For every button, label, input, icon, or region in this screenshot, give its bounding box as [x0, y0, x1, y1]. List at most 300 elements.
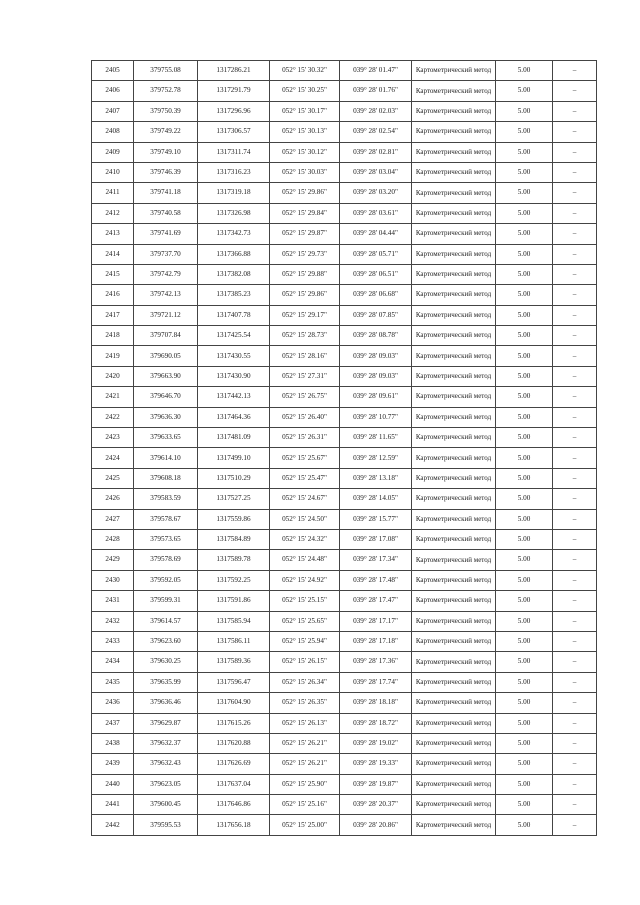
point-number-cell: 2418: [92, 326, 134, 346]
note-cell: –: [553, 387, 597, 407]
accuracy-cell: 5.00: [496, 693, 553, 713]
longitude-cell: 039° 28' 06.51": [340, 264, 412, 284]
x-coordinate-cell: 379742.13: [134, 285, 198, 305]
accuracy-cell: 5.00: [496, 448, 553, 468]
note-cell: –: [553, 407, 597, 427]
y-coordinate-cell: 1317425.54: [198, 326, 270, 346]
latitude-cell: 052° 15' 24.50": [270, 509, 340, 529]
longitude-cell: 039° 28' 02.81": [340, 142, 412, 162]
accuracy-cell: 5.00: [496, 407, 553, 427]
table-row: [92, 428, 597, 448]
method-cell: Картометрический метод: [412, 366, 496, 386]
table-row: [92, 611, 597, 631]
x-coordinate-cell: 379636.46: [134, 693, 198, 713]
y-coordinate-cell: 1317589.36: [198, 652, 270, 672]
y-coordinate-cell: 1317559.86: [198, 509, 270, 529]
x-coordinate-cell: 379636.30: [134, 407, 198, 427]
point-number-cell: 2421: [92, 387, 134, 407]
y-coordinate-cell: 1317586.11: [198, 631, 270, 651]
y-coordinate-cell: 1317620.88: [198, 733, 270, 753]
method-cell: Картометрический метод: [412, 468, 496, 488]
table-row: [92, 754, 597, 774]
method-cell: Картометрический метод: [412, 264, 496, 284]
longitude-cell: 039° 28' 13.18": [340, 468, 412, 488]
accuracy-cell: 5.00: [496, 611, 553, 631]
x-coordinate-cell: 379749.22: [134, 122, 198, 142]
y-coordinate-cell: 1317326.98: [198, 203, 270, 223]
x-coordinate-cell: 379623.05: [134, 774, 198, 794]
longitude-cell: 039° 28' 09.03": [340, 346, 412, 366]
table-row: [92, 346, 597, 366]
method-cell: Картометрический метод: [412, 448, 496, 468]
point-number-cell: 2432: [92, 611, 134, 631]
y-coordinate-cell: 1317499.10: [198, 448, 270, 468]
method-cell: Картометрический метод: [412, 203, 496, 223]
table-row: [92, 285, 597, 305]
table-row: [92, 407, 597, 427]
latitude-cell: 052° 15' 26.31": [270, 428, 340, 448]
note-cell: –: [553, 305, 597, 325]
x-coordinate-cell: 379578.67: [134, 509, 198, 529]
table-row: [92, 631, 597, 651]
y-coordinate-cell: 1317430.90: [198, 366, 270, 386]
table-row: [92, 672, 597, 692]
y-coordinate-cell: 1317366.88: [198, 244, 270, 264]
method-cell: Картометрический метод: [412, 672, 496, 692]
y-coordinate-cell: 1317430.55: [198, 346, 270, 366]
accuracy-cell: 5.00: [496, 774, 553, 794]
table-row: [92, 203, 597, 223]
method-cell: Картометрический метод: [412, 224, 496, 244]
latitude-cell: 052° 15' 30.32": [270, 61, 340, 81]
latitude-cell: 052° 15' 28.73": [270, 326, 340, 346]
accuracy-cell: 5.00: [496, 387, 553, 407]
longitude-cell: 039° 28' 08.78": [340, 326, 412, 346]
latitude-cell: 052° 15' 29.87": [270, 224, 340, 244]
note-cell: –: [553, 489, 597, 509]
longitude-cell: 039° 28' 17.48": [340, 570, 412, 590]
point-number-cell: 2410: [92, 162, 134, 182]
latitude-cell: 052° 15' 25.94": [270, 631, 340, 651]
point-number-cell: 2419: [92, 346, 134, 366]
accuracy-cell: 5.00: [496, 183, 553, 203]
accuracy-cell: 5.00: [496, 285, 553, 305]
longitude-cell: 039° 28' 20.86": [340, 815, 412, 835]
point-number-cell: 2412: [92, 203, 134, 223]
note-cell: –: [553, 285, 597, 305]
x-coordinate-cell: 379623.60: [134, 631, 198, 651]
accuracy-cell: 5.00: [496, 326, 553, 346]
x-coordinate-cell: 379599.31: [134, 591, 198, 611]
latitude-cell: 052° 15' 24.92": [270, 570, 340, 590]
x-coordinate-cell: 379741.18: [134, 183, 198, 203]
latitude-cell: 052° 15' 27.31": [270, 366, 340, 386]
table-row: [92, 693, 597, 713]
method-cell: Картометрический метод: [412, 122, 496, 142]
method-cell: Картометрический метод: [412, 489, 496, 509]
point-number-cell: 2420: [92, 366, 134, 386]
accuracy-cell: 5.00: [496, 795, 553, 815]
note-cell: –: [553, 61, 597, 81]
method-cell: Картометрический метод: [412, 162, 496, 182]
x-coordinate-cell: 379742.79: [134, 264, 198, 284]
x-coordinate-cell: 379749.10: [134, 142, 198, 162]
method-cell: Картометрический метод: [412, 326, 496, 346]
accuracy-cell: 5.00: [496, 489, 553, 509]
point-number-cell: 2411: [92, 183, 134, 203]
point-number-cell: 2409: [92, 142, 134, 162]
method-cell: Картометрический метод: [412, 101, 496, 121]
longitude-cell: 039° 28' 17.47": [340, 591, 412, 611]
accuracy-cell: 5.00: [496, 61, 553, 81]
note-cell: –: [553, 570, 597, 590]
x-coordinate-cell: 379600.45: [134, 795, 198, 815]
x-coordinate-cell: 379573.65: [134, 529, 198, 549]
x-coordinate-cell: 379614.10: [134, 448, 198, 468]
accuracy-cell: 5.00: [496, 631, 553, 651]
accuracy-cell: 5.00: [496, 652, 553, 672]
method-cell: Картометрический метод: [412, 693, 496, 713]
y-coordinate-cell: 1317407.78: [198, 305, 270, 325]
y-coordinate-cell: 1317291.79: [198, 81, 270, 101]
longitude-cell: 039° 28' 18.18": [340, 693, 412, 713]
longitude-cell: 039° 28' 17.36": [340, 652, 412, 672]
method-cell: Картометрический метод: [412, 244, 496, 264]
point-number-cell: 2408: [92, 122, 134, 142]
accuracy-cell: 5.00: [496, 733, 553, 753]
accuracy-cell: 5.00: [496, 122, 553, 142]
accuracy-cell: 5.00: [496, 366, 553, 386]
y-coordinate-cell: 1317596.47: [198, 672, 270, 692]
longitude-cell: 039° 28' 03.61": [340, 203, 412, 223]
point-number-cell: 2435: [92, 672, 134, 692]
longitude-cell: 039° 28' 18.72": [340, 713, 412, 733]
y-coordinate-cell: 1317585.94: [198, 611, 270, 631]
table-row: [92, 326, 597, 346]
longitude-cell: 039° 28' 19.33": [340, 754, 412, 774]
point-number-cell: 2425: [92, 468, 134, 488]
accuracy-cell: 5.00: [496, 81, 553, 101]
table-row: [92, 387, 597, 407]
x-coordinate-cell: 379592.05: [134, 570, 198, 590]
table-row: [92, 448, 597, 468]
longitude-cell: 039° 28' 17.18": [340, 631, 412, 651]
method-cell: Картометрический метод: [412, 142, 496, 162]
note-cell: –: [553, 326, 597, 346]
x-coordinate-cell: 379635.99: [134, 672, 198, 692]
method-cell: Картометрический метод: [412, 591, 496, 611]
y-coordinate-cell: 1317286.21: [198, 61, 270, 81]
x-coordinate-cell: 379646.70: [134, 387, 198, 407]
note-cell: –: [553, 631, 597, 651]
latitude-cell: 052° 15' 25.67": [270, 448, 340, 468]
y-coordinate-cell: 1317604.90: [198, 693, 270, 713]
table-row: [92, 244, 597, 264]
method-cell: Картометрический метод: [412, 631, 496, 651]
table-row: [92, 101, 597, 121]
note-cell: –: [553, 591, 597, 611]
method-cell: Картометрический метод: [412, 407, 496, 427]
latitude-cell: 052° 15' 24.67": [270, 489, 340, 509]
point-number-cell: 2424: [92, 448, 134, 468]
x-coordinate-cell: 379752.78: [134, 81, 198, 101]
y-coordinate-cell: 1317319.18: [198, 183, 270, 203]
method-cell: Картометрический метод: [412, 754, 496, 774]
method-cell: Картометрический метод: [412, 550, 496, 570]
longitude-cell: 039° 28' 02.54": [340, 122, 412, 142]
longitude-cell: 039° 28' 17.74": [340, 672, 412, 692]
table-row: [92, 713, 597, 733]
method-cell: Картометрический метод: [412, 509, 496, 529]
point-number-cell: 2441: [92, 795, 134, 815]
point-number-cell: 2430: [92, 570, 134, 590]
y-coordinate-cell: 1317342.73: [198, 224, 270, 244]
longitude-cell: 039° 28' 07.85": [340, 305, 412, 325]
x-coordinate-cell: 379741.69: [134, 224, 198, 244]
table-body: [92, 61, 597, 836]
note-cell: –: [553, 754, 597, 774]
note-cell: –: [553, 142, 597, 162]
note-cell: –: [553, 101, 597, 121]
x-coordinate-cell: 379608.18: [134, 468, 198, 488]
coordinates-table: [91, 60, 597, 836]
table-row: [92, 489, 597, 509]
x-coordinate-cell: 379746.39: [134, 162, 198, 182]
longitude-cell: 039° 28' 09.03": [340, 366, 412, 386]
longitude-cell: 039° 28' 12.59": [340, 448, 412, 468]
latitude-cell: 052° 15' 29.17": [270, 305, 340, 325]
table-row: [92, 264, 597, 284]
x-coordinate-cell: 379690.05: [134, 346, 198, 366]
note-cell: –: [553, 795, 597, 815]
longitude-cell: 039° 28' 02.03": [340, 101, 412, 121]
point-number-cell: 2422: [92, 407, 134, 427]
x-coordinate-cell: 379707.84: [134, 326, 198, 346]
note-cell: –: [553, 713, 597, 733]
point-number-cell: 2416: [92, 285, 134, 305]
y-coordinate-cell: 1317385.23: [198, 285, 270, 305]
x-coordinate-cell: 379632.43: [134, 754, 198, 774]
note-cell: –: [553, 672, 597, 692]
note-cell: –: [553, 815, 597, 835]
y-coordinate-cell: 1317584.89: [198, 529, 270, 549]
point-number-cell: 2438: [92, 733, 134, 753]
y-coordinate-cell: 1317646.86: [198, 795, 270, 815]
point-number-cell: 2423: [92, 428, 134, 448]
point-number-cell: 2440: [92, 774, 134, 794]
accuracy-cell: 5.00: [496, 672, 553, 692]
y-coordinate-cell: 1317316.23: [198, 162, 270, 182]
accuracy-cell: 5.00: [496, 162, 553, 182]
point-number-cell: 2417: [92, 305, 134, 325]
y-coordinate-cell: 1317637.04: [198, 774, 270, 794]
table-row: [92, 795, 597, 815]
table-row: [92, 550, 597, 570]
point-number-cell: 2429: [92, 550, 134, 570]
latitude-cell: 052° 15' 25.47": [270, 468, 340, 488]
note-cell: –: [553, 468, 597, 488]
y-coordinate-cell: 1317626.69: [198, 754, 270, 774]
note-cell: –: [553, 346, 597, 366]
longitude-cell: 039° 28' 04.44": [340, 224, 412, 244]
accuracy-cell: 5.00: [496, 305, 553, 325]
longitude-cell: 039° 28' 03.20": [340, 183, 412, 203]
point-number-cell: 2428: [92, 529, 134, 549]
method-cell: Картометрический метод: [412, 428, 496, 448]
point-number-cell: 2415: [92, 264, 134, 284]
longitude-cell: 039° 28' 15.77": [340, 509, 412, 529]
note-cell: –: [553, 203, 597, 223]
table-row: [92, 122, 597, 142]
note-cell: –: [553, 244, 597, 264]
note-cell: –: [553, 366, 597, 386]
y-coordinate-cell: 1317656.18: [198, 815, 270, 835]
table-row: [92, 468, 597, 488]
point-number-cell: 2413: [92, 224, 134, 244]
accuracy-cell: 5.00: [496, 224, 553, 244]
point-number-cell: 2436: [92, 693, 134, 713]
latitude-cell: 052° 15' 26.40": [270, 407, 340, 427]
accuracy-cell: 5.00: [496, 713, 553, 733]
point-number-cell: 2405: [92, 61, 134, 81]
table-row: [92, 366, 597, 386]
table-row: [92, 305, 597, 325]
longitude-cell: 039° 28' 20.37": [340, 795, 412, 815]
point-number-cell: 2433: [92, 631, 134, 651]
note-cell: –: [553, 81, 597, 101]
table-row: [92, 652, 597, 672]
accuracy-cell: 5.00: [496, 264, 553, 284]
table-row: [92, 815, 597, 835]
accuracy-cell: 5.00: [496, 142, 553, 162]
latitude-cell: 052° 15' 24.48": [270, 550, 340, 570]
point-number-cell: 2406: [92, 81, 134, 101]
point-number-cell: 2439: [92, 754, 134, 774]
y-coordinate-cell: 1317589.78: [198, 550, 270, 570]
method-cell: Картометрический метод: [412, 570, 496, 590]
note-cell: –: [553, 529, 597, 549]
table-row: [92, 733, 597, 753]
method-cell: Картометрический метод: [412, 285, 496, 305]
note-cell: –: [553, 509, 597, 529]
longitude-cell: 039° 28' 19.87": [340, 774, 412, 794]
accuracy-cell: 5.00: [496, 346, 553, 366]
x-coordinate-cell: 379583.59: [134, 489, 198, 509]
method-cell: Картометрический метод: [412, 713, 496, 733]
method-cell: Картометрический метод: [412, 815, 496, 835]
table-row: [92, 570, 597, 590]
accuracy-cell: 5.00: [496, 509, 553, 529]
latitude-cell: 052° 15' 28.16": [270, 346, 340, 366]
note-cell: –: [553, 611, 597, 631]
y-coordinate-cell: 1317527.25: [198, 489, 270, 509]
y-coordinate-cell: 1317615.26: [198, 713, 270, 733]
latitude-cell: 052° 15' 26.75": [270, 387, 340, 407]
accuracy-cell: 5.00: [496, 550, 553, 570]
y-coordinate-cell: 1317296.96: [198, 101, 270, 121]
latitude-cell: 052° 15' 29.86": [270, 285, 340, 305]
point-number-cell: 2426: [92, 489, 134, 509]
longitude-cell: 039° 28' 01.76": [340, 81, 412, 101]
longitude-cell: 039° 28' 03.04": [340, 162, 412, 182]
x-coordinate-cell: 379721.12: [134, 305, 198, 325]
accuracy-cell: 5.00: [496, 101, 553, 121]
accuracy-cell: 5.00: [496, 754, 553, 774]
note-cell: –: [553, 550, 597, 570]
note-cell: –: [553, 448, 597, 468]
latitude-cell: 052° 15' 30.13": [270, 122, 340, 142]
longitude-cell: 039° 28' 09.61": [340, 387, 412, 407]
note-cell: –: [553, 183, 597, 203]
latitude-cell: 052° 15' 25.90": [270, 774, 340, 794]
method-cell: Картометрический метод: [412, 529, 496, 549]
table-row: [92, 81, 597, 101]
accuracy-cell: 5.00: [496, 203, 553, 223]
longitude-cell: 039° 28' 14.05": [340, 489, 412, 509]
y-coordinate-cell: 1317591.86: [198, 591, 270, 611]
method-cell: Картометрический метод: [412, 183, 496, 203]
latitude-cell: 052° 15' 30.03": [270, 162, 340, 182]
x-coordinate-cell: 379755.08: [134, 61, 198, 81]
accuracy-cell: 5.00: [496, 468, 553, 488]
accuracy-cell: 5.00: [496, 570, 553, 590]
table-row: [92, 142, 597, 162]
latitude-cell: 052° 15' 26.34": [270, 672, 340, 692]
latitude-cell: 052° 15' 30.12": [270, 142, 340, 162]
method-cell: Картометрический метод: [412, 795, 496, 815]
point-number-cell: 2442: [92, 815, 134, 835]
y-coordinate-cell: 1317442.13: [198, 387, 270, 407]
x-coordinate-cell: 379663.90: [134, 366, 198, 386]
x-coordinate-cell: 379629.87: [134, 713, 198, 733]
accuracy-cell: 5.00: [496, 591, 553, 611]
longitude-cell: 039° 28' 06.68": [340, 285, 412, 305]
y-coordinate-cell: 1317306.57: [198, 122, 270, 142]
y-coordinate-cell: 1317464.36: [198, 407, 270, 427]
x-coordinate-cell: 379614.57: [134, 611, 198, 631]
coordinates-table-page: [91, 60, 596, 836]
x-coordinate-cell: 379740.58: [134, 203, 198, 223]
latitude-cell: 052° 15' 30.25": [270, 81, 340, 101]
longitude-cell: 039° 28' 10.77": [340, 407, 412, 427]
x-coordinate-cell: 379630.25: [134, 652, 198, 672]
latitude-cell: 052° 15' 26.35": [270, 693, 340, 713]
x-coordinate-cell: 379578.69: [134, 550, 198, 570]
y-coordinate-cell: 1317592.25: [198, 570, 270, 590]
x-coordinate-cell: 379632.37: [134, 733, 198, 753]
longitude-cell: 039° 28' 01.47": [340, 61, 412, 81]
latitude-cell: 052° 15' 25.65": [270, 611, 340, 631]
latitude-cell: 052° 15' 29.84": [270, 203, 340, 223]
note-cell: –: [553, 162, 597, 182]
point-number-cell: 2434: [92, 652, 134, 672]
table-row: [92, 529, 597, 549]
note-cell: –: [553, 428, 597, 448]
latitude-cell: 052° 15' 29.86": [270, 183, 340, 203]
table-row: [92, 591, 597, 611]
longitude-cell: 039° 28' 19.02": [340, 733, 412, 753]
accuracy-cell: 5.00: [496, 529, 553, 549]
note-cell: –: [553, 693, 597, 713]
latitude-cell: 052° 15' 26.15": [270, 652, 340, 672]
table-row: [92, 774, 597, 794]
note-cell: –: [553, 224, 597, 244]
latitude-cell: 052° 15' 25.15": [270, 591, 340, 611]
note-cell: –: [553, 264, 597, 284]
y-coordinate-cell: 1317382.08: [198, 264, 270, 284]
accuracy-cell: 5.00: [496, 428, 553, 448]
accuracy-cell: 5.00: [496, 815, 553, 835]
